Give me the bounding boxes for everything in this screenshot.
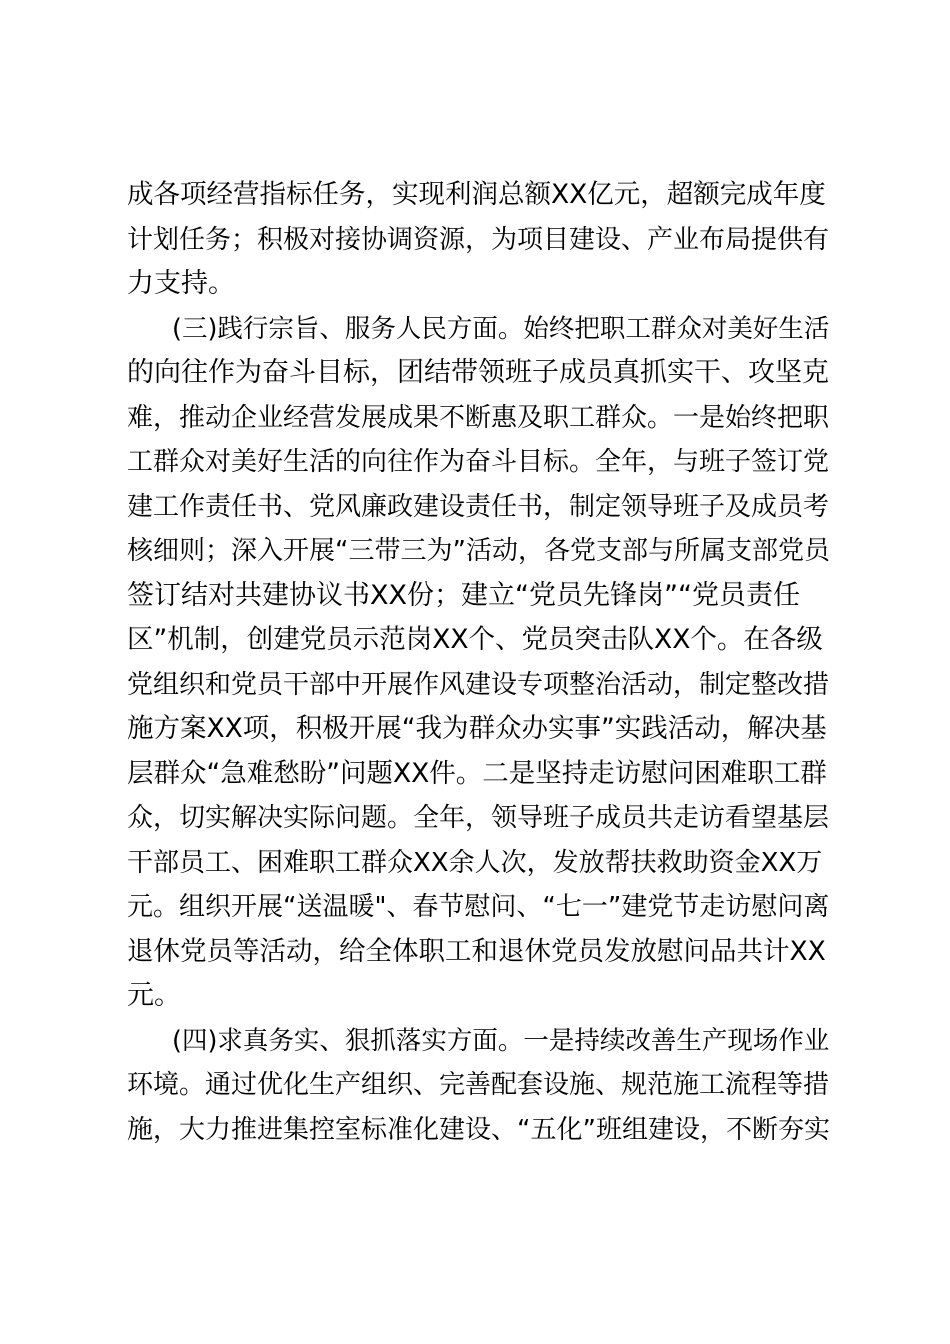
text-line: 区”机制，创建党员示范岗XX个、党员突击队XX个。在各级 — [127, 624, 823, 655]
text-line: 的向往作为奋斗目标，团结带领班子成员真抓实干、攻坚克 — [127, 357, 829, 388]
section-heading-line: (四)求真务实、狠抓落实方面。一是持续改善生产现场作业 — [172, 1026, 830, 1056]
text-line: 工群众对美好生活的向往作为奋斗目标。全年，与班子签订党 — [127, 447, 830, 477]
text-line: 施方案XX项，积极开展“我为群众办实事”实践活动，解决基 — [127, 713, 827, 744]
text-line: 元。 — [127, 980, 181, 1011]
text-line: 签订结对共建协议书XX份；建立“党员先锋岗”“党员责任 — [127, 580, 800, 611]
text-line: 党组织和党员干部中开展作风建设专项整治活动，制定整改措 — [127, 670, 830, 700]
text-line: 众，切实解决实际问题。全年，领导班子成员共走访看望基层 — [127, 803, 830, 833]
text-line: 退休党员等活动，给全体职工和退休党员发放慰问品共计XX — [127, 936, 826, 967]
text-line: 难，推动企业经营发展成果不断惠及职工群众。一是始终把职 — [127, 403, 830, 433]
text-line: 元。组织开展“送温暖"、春节慰问、“七一”建党节走访慰问离 — [127, 892, 830, 922]
text-line: 环境。通过优化生产组织、完善配套设施、规范施工流程等措 — [127, 1070, 830, 1100]
text-line: 层群众“急难愁盼”问题XX件。二是坚持走访慰问困难职工群 — [127, 758, 827, 789]
text-line: 施，大力推进集控室标准化建设、“五化”班组建设，不断夯实 — [127, 1115, 830, 1145]
text-line: 力支持。 — [127, 268, 235, 299]
section-heading-line: (三)践行宗旨、服务人民方面。始终把职工群众对美好生活 — [172, 314, 830, 344]
text-line: 干部员工、困难职工群众XX余人次，发放帮扶救助资金XX万 — [127, 848, 823, 878]
text-line: 计划任务；积极对接协调资源，为项目建设、产业布局提供有 — [127, 225, 830, 255]
text-line: 成各项经营指标任务，实现利润总额XX亿元，超额完成年度 — [127, 179, 826, 210]
text-line: 建工作责任书、党风廉政建设责任书，制定领导班子及成员考 — [127, 492, 830, 522]
text-line: 核细则；深入开展“三带三为”活动，各党支部与所属支部党员 — [127, 536, 830, 566]
